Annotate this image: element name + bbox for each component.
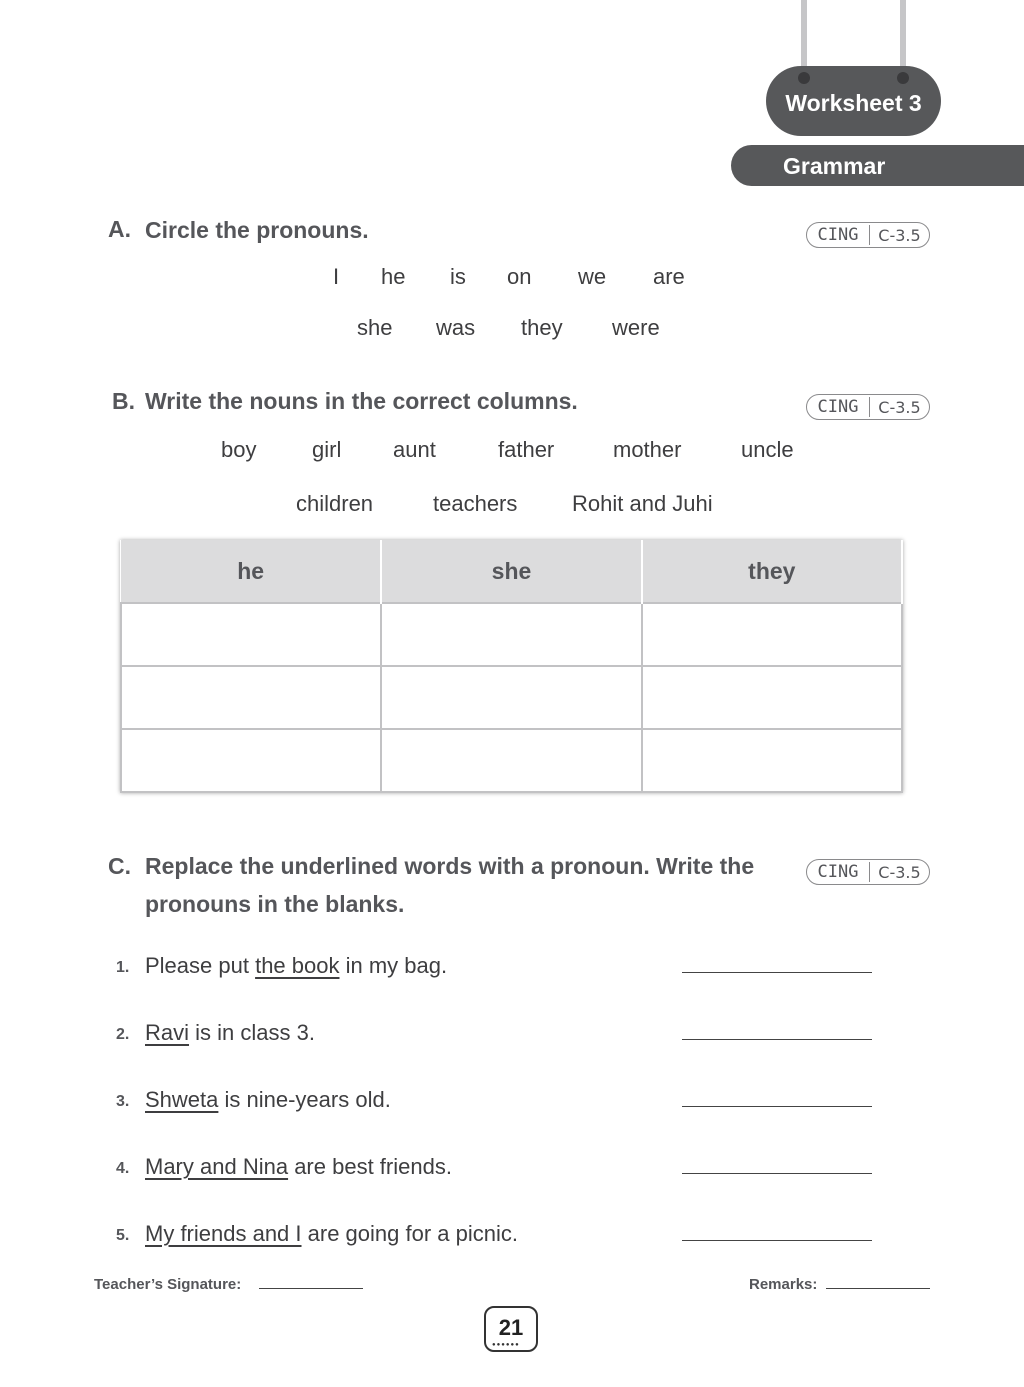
underlined-words: Shweta [145, 1087, 219, 1112]
section-c-cing-badge [806, 859, 930, 885]
pronoun-word[interactable]: is [450, 264, 466, 289]
badge-decoration-icon: ●●●●●● [492, 1342, 520, 1348]
worksheet-tag [766, 66, 941, 136]
noun-word: father [498, 437, 555, 462]
answer-blank[interactable] [682, 972, 872, 973]
page-number-badge [484, 1306, 538, 1352]
pronoun-word[interactable]: he [381, 264, 406, 289]
section-c-letter: C. [108, 853, 131, 879]
table-cell[interactable] [121, 603, 381, 666]
tag-hole-right [897, 72, 909, 84]
noun-word: aunt [393, 437, 436, 462]
cing-label: CING [807, 225, 870, 245]
underlined-words: My friends and I [145, 1221, 302, 1246]
noun-word: uncle [741, 437, 794, 462]
sentence-text: Please put [145, 953, 256, 978]
table-row [121, 603, 902, 666]
table-cell[interactable] [121, 729, 381, 792]
cing-label: CING [807, 862, 870, 882]
noun-word: Rohit and Juhi [572, 491, 713, 516]
column-header-he: he [121, 540, 381, 603]
cing-code: C-3.5 [878, 225, 921, 245]
pronoun-word[interactable]: she [357, 315, 393, 340]
sentence-text: are best friends. [288, 1154, 452, 1179]
table-cell[interactable] [642, 729, 902, 792]
sentence-text: are going for a picnic. [301, 1221, 518, 1246]
item-number: 5. [116, 1227, 130, 1244]
section-c-title-line2: pronouns in the blanks. [145, 891, 405, 917]
teacher-signature-line[interactable] [259, 1288, 363, 1289]
worksheet-title: Worksheet 3 [785, 90, 922, 116]
pronoun-word[interactable]: on [507, 264, 532, 289]
answer-blank[interactable] [682, 1173, 872, 1174]
remarks-label: Remarks: [749, 1276, 818, 1293]
teacher-signature-label: Teacher’s Signature: [94, 1276, 242, 1293]
noun-columns-table [120, 540, 903, 793]
underlined-words: Mary and Nina [145, 1154, 289, 1179]
item-sentence [145, 1020, 315, 1046]
table-cell[interactable] [121, 666, 381, 729]
item-sentence [145, 1221, 518, 1247]
noun-word: teachers [433, 491, 518, 516]
remarks-line[interactable] [826, 1288, 930, 1289]
noun-word: boy [221, 437, 257, 462]
item-number: 3. [116, 1093, 130, 1110]
sentence-text: is nine-years old. [218, 1087, 391, 1112]
noun-word: children [296, 491, 374, 516]
answer-blank[interactable] [682, 1106, 872, 1107]
section-a-title: Circle the pronouns. [145, 217, 369, 243]
section-a-cing-badge [806, 222, 930, 248]
table-cell[interactable] [642, 666, 902, 729]
answer-blank[interactable] [682, 1240, 872, 1241]
item-sentence [145, 1087, 391, 1113]
table-cell[interactable] [381, 729, 641, 792]
pronoun-word[interactable]: was [436, 315, 476, 340]
noun-word: mother [613, 437, 682, 462]
table-row [121, 666, 902, 729]
pronoun-word[interactable]: they [521, 315, 563, 340]
underlined-words: the book [255, 953, 340, 978]
cing-code: C-3.5 [878, 862, 921, 882]
item-number: 1. [116, 959, 130, 976]
pronoun-word[interactable]: are [653, 264, 685, 289]
noun-word: girl [312, 437, 342, 462]
section-a-letter: A. [108, 216, 131, 242]
subject-title: Grammar [783, 153, 886, 179]
sentence-text: in my bag. [339, 953, 448, 978]
item-number: 4. [116, 1160, 130, 1177]
pronoun-word[interactable]: we [578, 264, 607, 289]
column-header-they: they [642, 540, 902, 603]
answer-blank[interactable] [682, 1039, 872, 1040]
pronoun-word[interactable]: were [612, 315, 660, 340]
item-number: 2. [116, 1026, 130, 1043]
item-sentence [145, 1154, 452, 1180]
underlined-words: Ravi [145, 1020, 190, 1045]
sentence-text: is in class 3. [189, 1020, 315, 1045]
table-cell[interactable] [642, 603, 902, 666]
section-b-cing-badge [806, 394, 930, 420]
section-c-title-line1: Replace the underlined words with a pronoun. Write the [145, 853, 755, 879]
cing-label: CING [807, 397, 870, 417]
pronoun-word[interactable]: I [333, 264, 340, 289]
section-b-title: Write the nouns in the correct columns. [145, 388, 578, 414]
page-number: 21 [498, 1315, 524, 1340]
table-cell[interactable] [381, 666, 641, 729]
subject-bar [731, 145, 1024, 186]
tag-hole-left [798, 72, 810, 84]
cing-code: C-3.5 [878, 397, 921, 417]
item-sentence [145, 953, 447, 979]
table-row [121, 729, 902, 792]
column-header-she: she [381, 540, 641, 603]
section-b-letter: B. [112, 388, 135, 414]
table-cell[interactable] [381, 603, 641, 666]
